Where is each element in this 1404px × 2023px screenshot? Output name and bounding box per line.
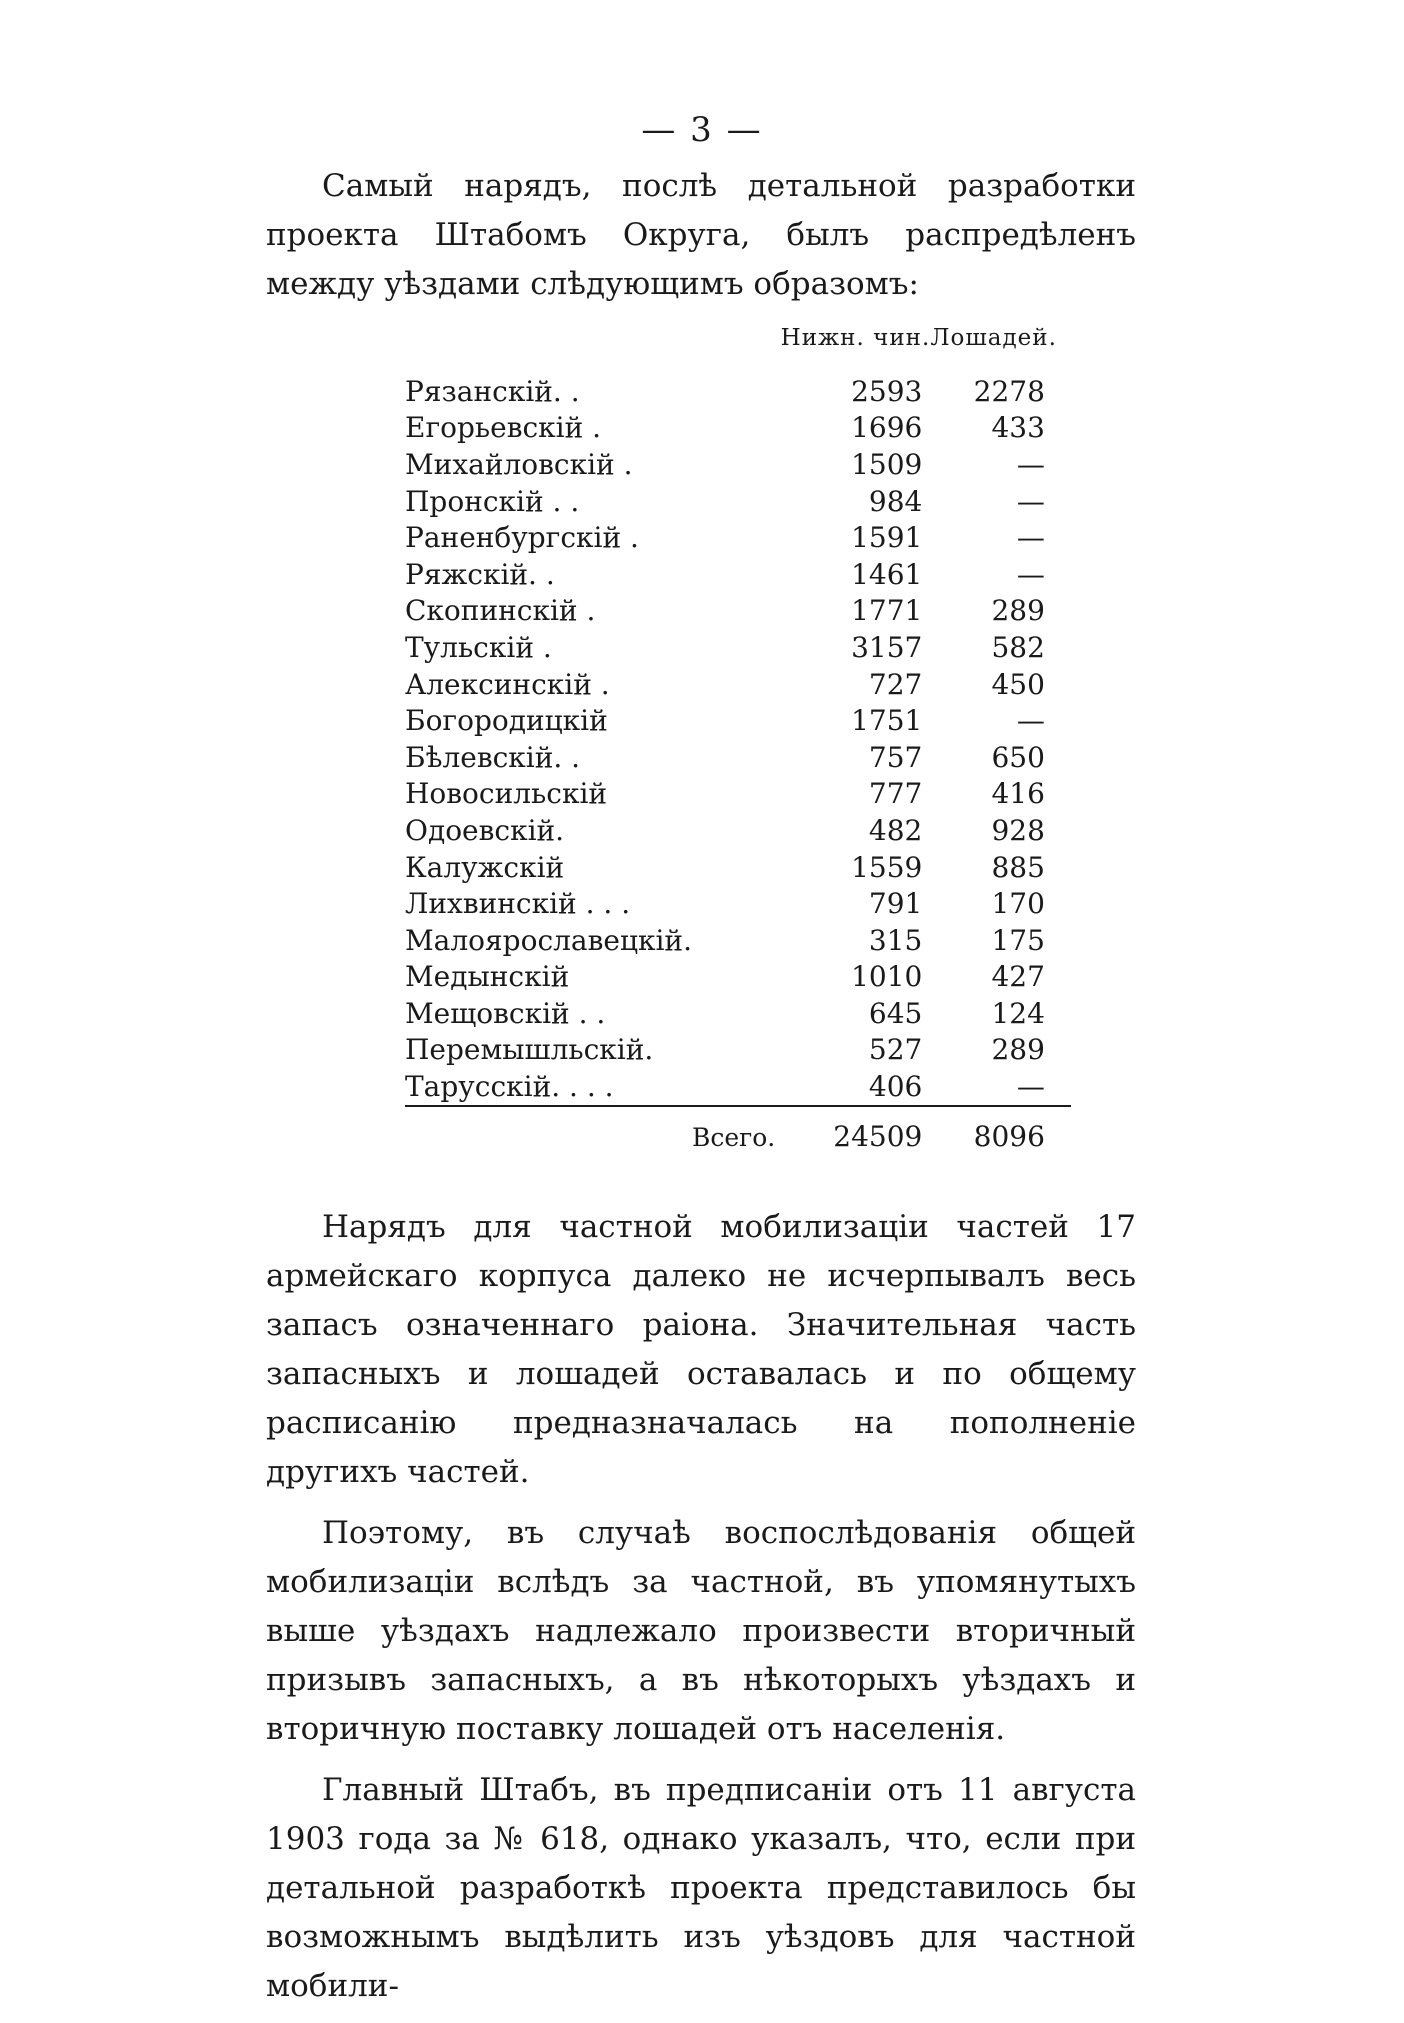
table-header-row <box>405 325 1071 373</box>
table-row <box>405 666 1071 703</box>
table-row <box>405 739 1071 776</box>
intro-paragraph: Самый нарядъ, послѣ детальной разработки проекта Штабомъ Округа, былъ распредѣленъ между уѣздами слѣдующимъ образомъ: <box>266 168 1136 302</box>
district-horses: — <box>1016 557 1045 591</box>
district-men: 757 <box>868 740 923 774</box>
paragraph-1: Нарядъ для частной мобилизаціи частей 17 армейскаго корпуса далеко не исчерпывалъ весь запасъ означеннаго раіона. Значительная часть запасныхъ и лошадей оставалась и по общему расписанію предназначалась на пополненіе другихъ частей. <box>266 1209 1136 1490</box>
district-horses: 433 <box>991 411 1045 445</box>
district-horses: 928 <box>991 813 1045 847</box>
page-number: — 3 — <box>641 110 763 150</box>
table-row <box>405 410 1071 447</box>
table-row <box>405 959 1071 996</box>
table-row <box>405 849 1071 886</box>
district-name: Новосильскій <box>405 777 608 811</box>
district-horses: 582 <box>991 630 1045 664</box>
district-horses: — <box>1016 521 1045 555</box>
district-name: Ряжскій. . <box>405 557 555 591</box>
table-body <box>405 373 1071 1106</box>
table-row <box>405 519 1071 556</box>
district-name: Скопинскій . <box>405 594 596 628</box>
district-horses: 170 <box>991 887 1045 921</box>
header-horses: Лошадей. <box>930 325 1057 351</box>
district-men: 1751 <box>851 704 923 738</box>
district-name: Медынскій <box>405 960 570 994</box>
district-men: 1771 <box>851 594 923 628</box>
district-name: Тарусскій. . . . <box>405 1070 614 1104</box>
district-allocation-table <box>405 325 1071 1163</box>
body-text <box>266 1203 1136 2023</box>
district-name: Пронскій . . <box>405 484 580 518</box>
district-horses: 289 <box>991 594 1045 628</box>
table-row <box>405 1068 1071 1106</box>
table-row <box>405 593 1071 630</box>
district-horses: 450 <box>991 667 1045 701</box>
district-men: 3157 <box>851 630 923 664</box>
district-name: Тульскій . <box>405 630 552 664</box>
district-horses: 124 <box>991 996 1045 1030</box>
district-horses: — <box>1016 1070 1045 1104</box>
district-name: Алексинскій . <box>405 667 610 701</box>
district-name: Бѣлевскій. . <box>405 740 581 774</box>
district-horses: — <box>1016 447 1045 481</box>
district-name: Одоевскій. <box>405 813 565 847</box>
district-men: 1591 <box>851 521 923 555</box>
header-men: Нижн. чин. <box>780 325 931 351</box>
district-men: 482 <box>868 813 923 847</box>
district-name: Мещовскій . . <box>405 996 606 1030</box>
table-row <box>405 1032 1071 1069</box>
district-horses: 289 <box>991 1033 1045 1067</box>
district-horses: 416 <box>991 777 1045 811</box>
total-horses: 8096 <box>930 1106 1071 1163</box>
paragraph-2: Поэтому, въ случаѣ воспослѣдованія общей мобилизаціи вслѣдъ за частной, въ упомянутыхъ выше уѣздахъ надлежало произвести вторичный призывъ запасныхъ, а въ нѣкоторыхъ уѣздахъ и вторичную поставку лошадей отъ населенія. <box>266 1515 1136 1747</box>
district-men: 2593 <box>851 374 923 408</box>
district-men: 1509 <box>851 447 923 481</box>
district-name: Малоярославецкій. <box>405 923 692 957</box>
district-men: 645 <box>868 996 923 1030</box>
district-horses: — <box>1016 484 1045 518</box>
district-men: 527 <box>868 1033 923 1067</box>
table-row <box>405 922 1071 959</box>
district-men: 406 <box>868 1070 923 1104</box>
table-row <box>405 776 1071 813</box>
total-row <box>405 1106 1071 1163</box>
table-row <box>405 702 1071 739</box>
district-name: Перемышльскій. <box>405 1033 654 1067</box>
district-name: Михайловскій . <box>405 447 633 481</box>
total-label: Всего. <box>691 1123 776 1153</box>
district-men: 1696 <box>851 411 923 445</box>
district-men: 727 <box>868 667 923 701</box>
district-horses: — <box>1016 704 1045 738</box>
district-horses: 427 <box>991 960 1045 994</box>
district-horses: 2278 <box>973 374 1045 408</box>
table-row <box>405 885 1071 922</box>
table-row <box>405 556 1071 593</box>
table-row <box>405 446 1071 483</box>
district-men: 1010 <box>851 960 923 994</box>
district-horses: 885 <box>991 850 1045 884</box>
district-name: Богородицкій <box>405 704 608 738</box>
district-horses: 650 <box>991 740 1045 774</box>
district-men: 1461 <box>851 557 923 591</box>
table-row <box>405 483 1071 520</box>
total-spacer <box>405 1106 692 1163</box>
district-men: 1559 <box>851 850 923 884</box>
district-horses: 175 <box>991 923 1045 957</box>
district-men: 777 <box>868 777 923 811</box>
district-name: Егорьевскій . <box>405 411 602 445</box>
district-name: Лихвинскій . . . <box>405 887 631 921</box>
table-row <box>405 995 1071 1032</box>
paragraph-3: Главный Штабъ, въ предписаніи отъ 11 августа 1903 года за № 618, однако указалъ, что, если при детальной разработкѣ проекта представилось бы возможнымъ выдѣлить изъ уѣздовъ для частной мобили- <box>266 1772 1136 2004</box>
header-district <box>405 325 692 373</box>
district-name: Раненбургскій . <box>405 521 639 555</box>
district-men: 315 <box>868 923 923 957</box>
district-men: 984 <box>868 484 923 518</box>
district-men: 791 <box>868 887 923 921</box>
district-name: Калужскій <box>405 850 565 884</box>
table-row <box>405 812 1071 849</box>
table-row <box>405 373 1071 410</box>
table-row <box>405 629 1071 666</box>
total-men: Всего. 24509 <box>692 1106 930 1163</box>
district-name: Рязанскій. . <box>405 374 580 408</box>
intro-section <box>266 162 1136 309</box>
